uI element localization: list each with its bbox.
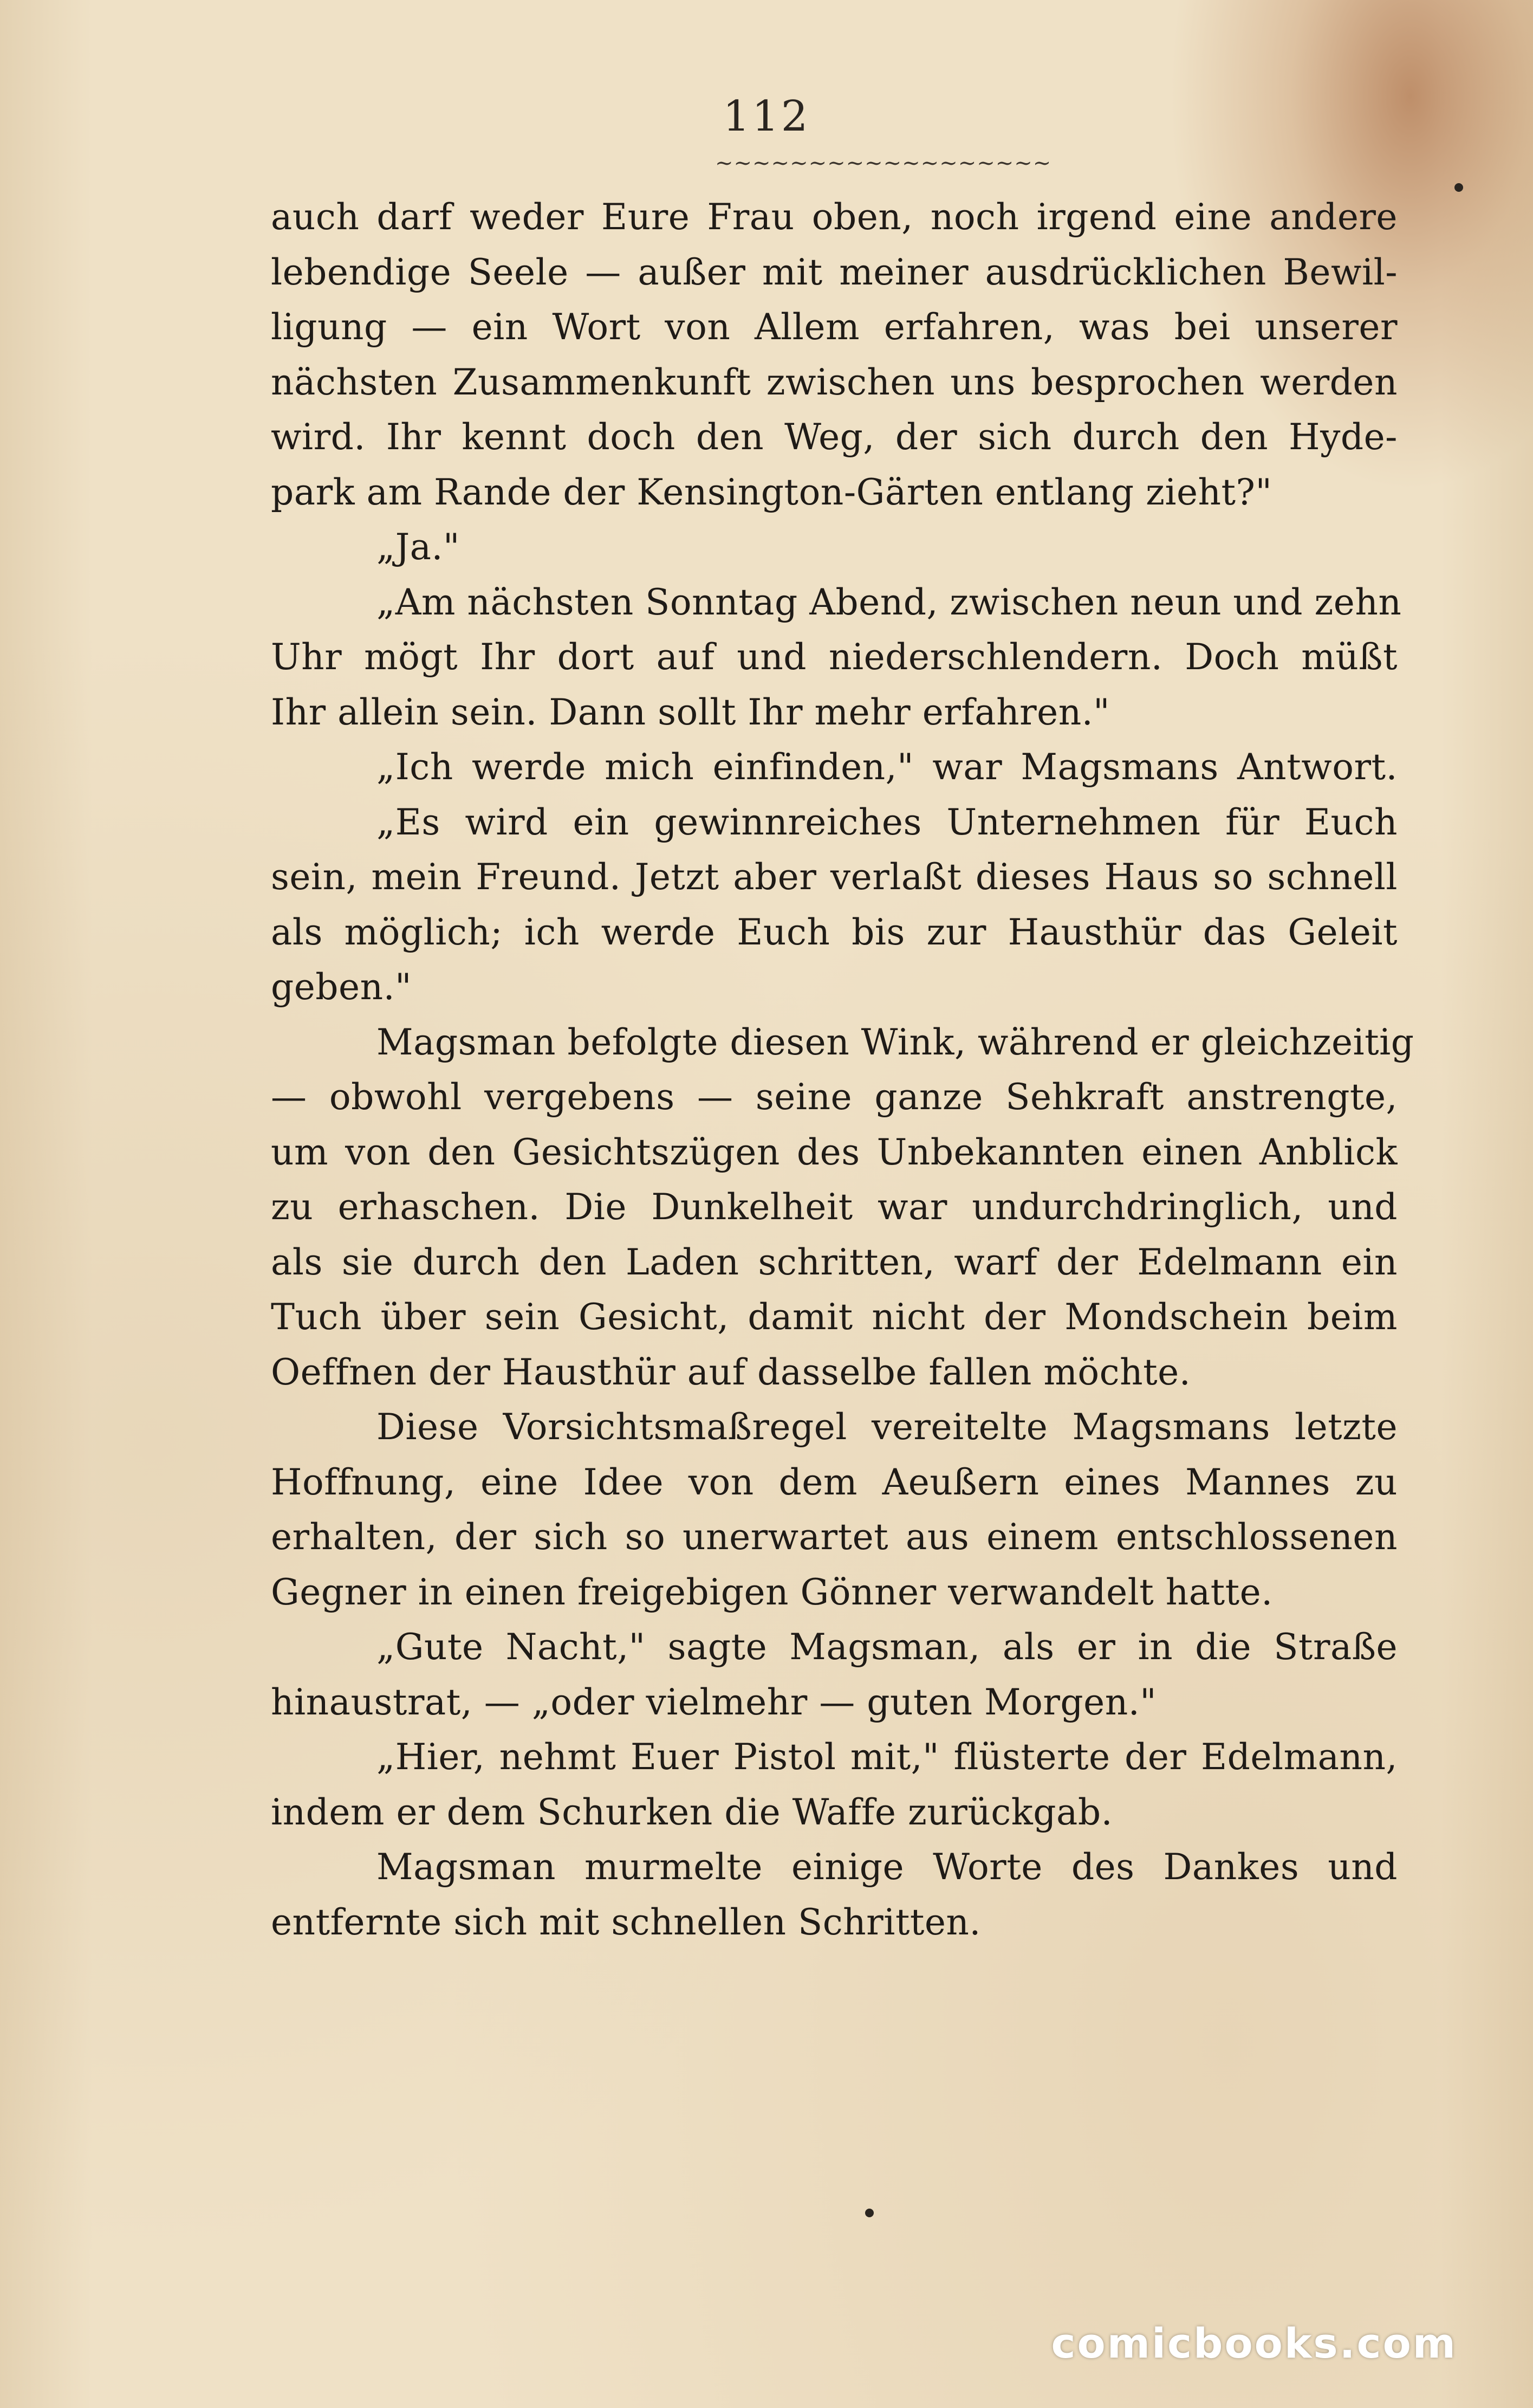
text-line: „Ja.": [376, 526, 460, 568]
ink-speck: [1454, 183, 1463, 192]
text-line: erhalten, der sich so unerwartet aus einem entschlossenen: [271, 1516, 1398, 1558]
body-text: [271, 190, 1414, 1950]
text-line: Magsman murmelte einige Worte des Dankes und: [376, 1846, 1398, 1888]
text-line: geben.": [271, 966, 412, 1008]
text-line: „Ich werde mich einfinden," war Magsmans Antwort.: [376, 746, 1398, 788]
text-line: zu erhaschen. Die Dunkelheit war undurchdringlich, und: [271, 1186, 1398, 1228]
text-line: auch darf weder Eure Frau oben, noch irgend eine andere: [271, 196, 1398, 238]
text-line: sein, mein Freund. Jetzt aber verlaßt dieses Haus so schnell: [271, 856, 1398, 898]
text-line: entfernte sich mit schnellen Schritten.: [271, 1901, 981, 1943]
page-number: 112: [723, 92, 810, 141]
ink-speck: [865, 2209, 874, 2217]
text-line: Magsman befolgte diesen Wink, während er gleichzeitig: [376, 1021, 1414, 1063]
text-line: — obwohl vergebens — seine ganze Sehkraft anstrengte,: [271, 1076, 1398, 1118]
text-line: Oeffnen der Hausthür auf dasselbe fallen möchte.: [271, 1351, 1191, 1393]
text-line: als sie durch den Laden schritten, warf der Edelmann ein: [271, 1241, 1398, 1283]
text-line: „Es wird ein gewinnreiches Unternehmen für Euch: [376, 801, 1398, 843]
text-line: „Gute Nacht," sagte Magsman, als er in die Straße: [376, 1626, 1398, 1668]
text-line: Diese Vorsichtsmaßregel vereitelte Magsmans letzte: [376, 1406, 1398, 1448]
watermark-text: comicbooks.com: [1051, 2319, 1457, 2367]
text-line: Uhr mögt Ihr dort auf und niederschlendern. Doch müßt: [271, 636, 1398, 678]
text-line: park am Rande der Kensington-Gärten entlang zieht?": [271, 471, 1272, 513]
text-line: hinaustrat, — „oder vielmehr — guten Morgen.": [271, 1681, 1157, 1723]
text-line: indem er dem Schurken die Waffe zurückgab.: [271, 1791, 1113, 1833]
text-line: ligung — ein Wort von Allem erfahren, was bei unserer: [271, 306, 1398, 348]
text-line: Tuch über sein Gesicht, damit nicht der Mondschein beim: [271, 1296, 1398, 1338]
text-line: wird. Ihr kennt doch den Weg, der sich durch den Hyde-: [271, 416, 1398, 458]
text-line: als möglich; ich werde Euch bis zur Hausthür das Geleit: [271, 911, 1398, 953]
text-line: lebendige Seele — außer mit meiner ausdrücklichen Bewil-: [271, 251, 1398, 293]
text-line: „Hier, nehmt Euer Pistol mit," flüsterte der Edelmann,: [376, 1736, 1398, 1778]
text-line: „Am nächsten Sonntag Abend, zwischen neun und zehn: [376, 581, 1402, 623]
header-ornament: ~~~~~~~~~~~~~~~~~~: [715, 151, 1052, 176]
text-line: um von den Gesichtszügen des Unbekannten einen Anblick: [271, 1131, 1398, 1173]
text-line: Gegner in einen freigebigen Gönner verwandelt hatte.: [271, 1571, 1273, 1613]
text-line: Hoffnung, eine Idee von dem Aeußern eines Mannes zu: [271, 1461, 1398, 1503]
text-line: Ihr allein sein. Dann sollt Ihr mehr erfahren.": [271, 691, 1110, 733]
text-line: nächsten Zusammenkunft zwischen uns besprochen werden: [271, 361, 1398, 403]
